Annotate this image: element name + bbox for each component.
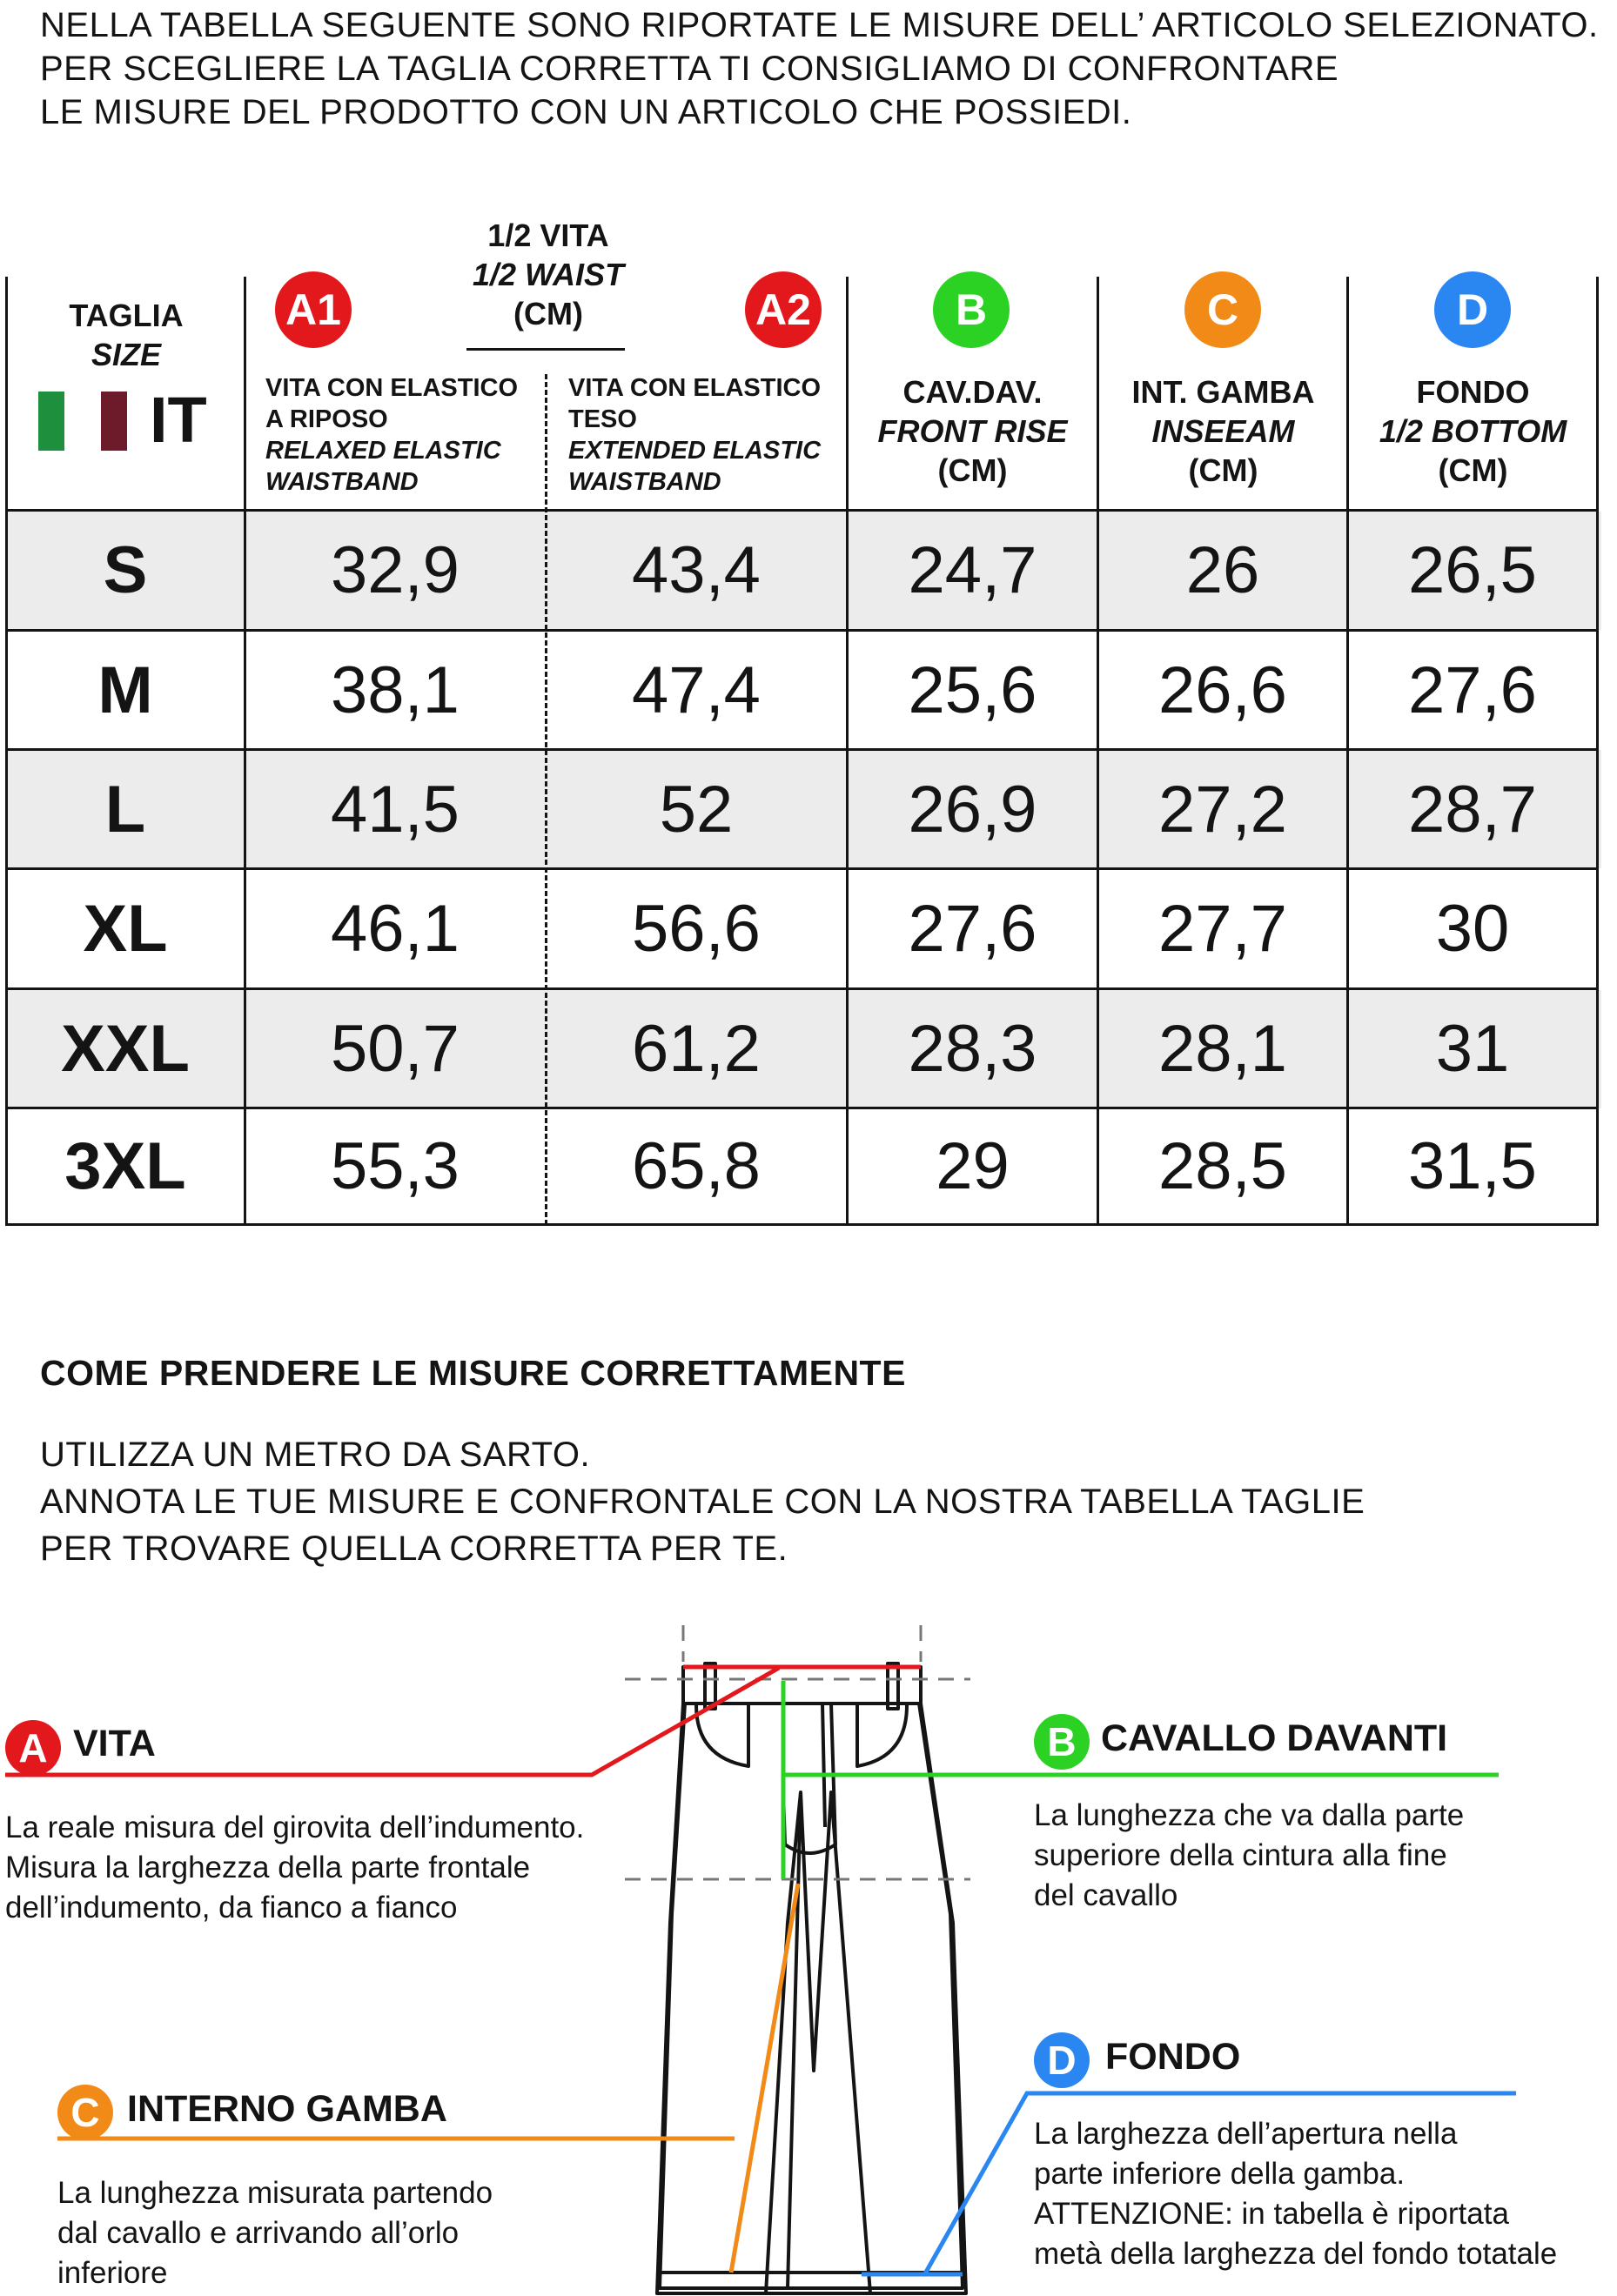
c-title: INT. GAMBA: [1131, 374, 1315, 410]
waist-unit: (CM): [513, 296, 583, 331]
c-cell: 27,2: [1158, 773, 1287, 847]
bottom-description: [1034, 2114, 1557, 2274]
waist-title: 1/2 VITA: [487, 218, 609, 253]
b-cell: 28,3: [908, 1012, 1037, 1086]
desc-line: ATTENZIONE: in tabella è riportata: [1034, 2197, 1509, 2231]
desc-line: metà della larghezza del fondo totatale: [1034, 2237, 1558, 2271]
b-cell: 24,7: [908, 533, 1037, 607]
a1-cell: 55,3: [331, 1129, 460, 1203]
size-cell: 3XL: [64, 1129, 186, 1203]
badge-b: B: [933, 271, 1010, 348]
a1-line: RELAXED ELASTIC: [265, 437, 501, 465]
desc-line: del cavallo: [1034, 1878, 1178, 1912]
howto-title: COME PRENDERE LE MISURE CORRETTAMENTE: [40, 1353, 906, 1393]
inseam-label: INTERNO GAMBA: [127, 2088, 447, 2130]
badge-d: D: [1434, 271, 1511, 348]
size-cell: XXL: [61, 1012, 190, 1086]
waist-label: VITA: [73, 1723, 156, 1764]
pants-outline: [657, 1663, 966, 2293]
desc-line: La lunghezza che va dalla parte: [1034, 1798, 1465, 1832]
badge-c: C: [57, 2085, 113, 2140]
a1-cell: 50,7: [331, 1012, 460, 1086]
c-cell: 28,5: [1158, 1129, 1287, 1203]
a1-cell: 46,1: [331, 892, 460, 966]
size-cell: XL: [83, 892, 168, 966]
front-rise-label: CAVALLO DAVANTI: [1101, 1717, 1448, 1759]
badge-a1: A1: [275, 271, 352, 348]
b-cell: 27,6: [908, 892, 1037, 966]
intro-line: PER SCEGLIERE LA TAGLIA CORRETTA TI CONSIGLIAMO DI CONFRONTARE: [40, 50, 1339, 88]
c-cell: 26: [1185, 533, 1260, 607]
b-cell: 26,9: [908, 773, 1037, 847]
d-title: FONDO: [1416, 374, 1530, 410]
intro-line: NELLA TABELLA SEGUENTE SONO RIPORTATE LE MISURE DELL’ ARTICOLO SELEZIONATO.: [40, 6, 1599, 44]
d-cell: 28,7: [1408, 773, 1537, 847]
badge-b: B: [1034, 1714, 1090, 1770]
a1-line: WAISTBAND: [265, 468, 419, 496]
d-unit: (CM): [1438, 452, 1508, 488]
a2-cell: 61,2: [632, 1012, 761, 1086]
a1-line: A RIPOSO: [265, 405, 388, 433]
size-cell: S: [103, 533, 148, 607]
size-system: IT: [150, 384, 207, 456]
howto-line: ANNOTA LE TUE MISURE E CONFRONTALE CON LA NOSTRA TABELLA TAGLIE: [40, 1483, 1365, 1521]
desc-line: parte inferiore della gamba.: [1034, 2157, 1406, 2191]
a1-cell: 38,1: [331, 653, 460, 727]
d-cell: 31: [1435, 1012, 1510, 1086]
size-cell: L: [104, 773, 146, 847]
b-cell: 25,6: [908, 653, 1037, 727]
desc-line: superiore della cintura alla fine: [1034, 1838, 1447, 1872]
b-unit: (CM): [937, 452, 1008, 488]
d-title-en: 1/2 BOTTOM: [1379, 413, 1567, 449]
a2-cell: 52: [659, 773, 734, 847]
a2-cell: 65,8: [632, 1129, 761, 1203]
a2-line: VITA CON ELASTICO: [568, 374, 821, 402]
desc-line: Misura la larghezza della parte frontale: [5, 1851, 531, 1884]
a2-cell: 47,4: [632, 653, 761, 727]
c-cell: 27,7: [1158, 892, 1287, 966]
badge-a2: A2: [745, 271, 822, 348]
badge-a: A: [5, 1720, 61, 1776]
d-cell: 27,6: [1408, 653, 1537, 727]
desc-line: dal cavallo e arrivando all’orlo: [57, 2216, 460, 2250]
desc-line: inferiore: [57, 2256, 168, 2290]
front-rise-description: [1034, 1796, 1464, 1916]
size-cell: M: [97, 653, 153, 727]
b-cell: 29: [936, 1129, 1010, 1203]
c-cell: 26,6: [1158, 653, 1287, 727]
d-cell: 26,5: [1408, 533, 1537, 607]
size-title-en: SIZE: [91, 337, 161, 372]
howto-line: PER TROVARE QUELLA CORRETTA PER TE.: [40, 1530, 788, 1568]
waist-description: [5, 1808, 584, 1928]
b-title-en: FRONT RISE: [877, 413, 1068, 449]
c-cell: 28,1: [1158, 1012, 1287, 1086]
intro-line: LE MISURE DEL PRODOTTO CON UN ARTICOLO CHE POSSIEDI.: [40, 93, 1132, 131]
bottom-label: FONDO: [1105, 2036, 1241, 2078]
badge-d: D: [1034, 2032, 1090, 2088]
desc-line: La larghezza dell’apertura nella: [1034, 2117, 1458, 2151]
c-unit: (CM): [1188, 452, 1258, 488]
desc-line: La reale misura del girovita dell’indumento.: [5, 1811, 585, 1844]
a2-cell: 43,4: [632, 533, 761, 607]
a2-line: TESO: [568, 405, 637, 433]
a2-line: WAISTBAND: [568, 468, 721, 496]
howto-line: UTILIZZA UN METRO DA SARTO.: [40, 1436, 591, 1474]
desc-line: La lunghezza misurata partendo: [57, 2176, 493, 2210]
a1-cell: 32,9: [331, 533, 460, 607]
c-title-en: INSEEAM: [1151, 413, 1295, 449]
a1-cell: 41,5: [331, 773, 460, 847]
b-title: CAV.DAV.: [902, 374, 1043, 410]
a2-cell: 56,6: [632, 892, 761, 966]
desc-line: dell’indumento, da fianco a fianco: [5, 1891, 458, 1924]
a1-line: VITA CON ELASTICO: [265, 374, 518, 402]
size-title: TAGLIA: [69, 298, 184, 333]
a2-line: EXTENDED ELASTIC: [568, 437, 822, 465]
d-cell: 30: [1435, 892, 1510, 966]
d-cell: 31,5: [1408, 1129, 1537, 1203]
waist-title-en: 1/2 WAIST: [472, 257, 625, 292]
inseam-description: [57, 2173, 493, 2293]
badge-c: C: [1184, 271, 1261, 348]
